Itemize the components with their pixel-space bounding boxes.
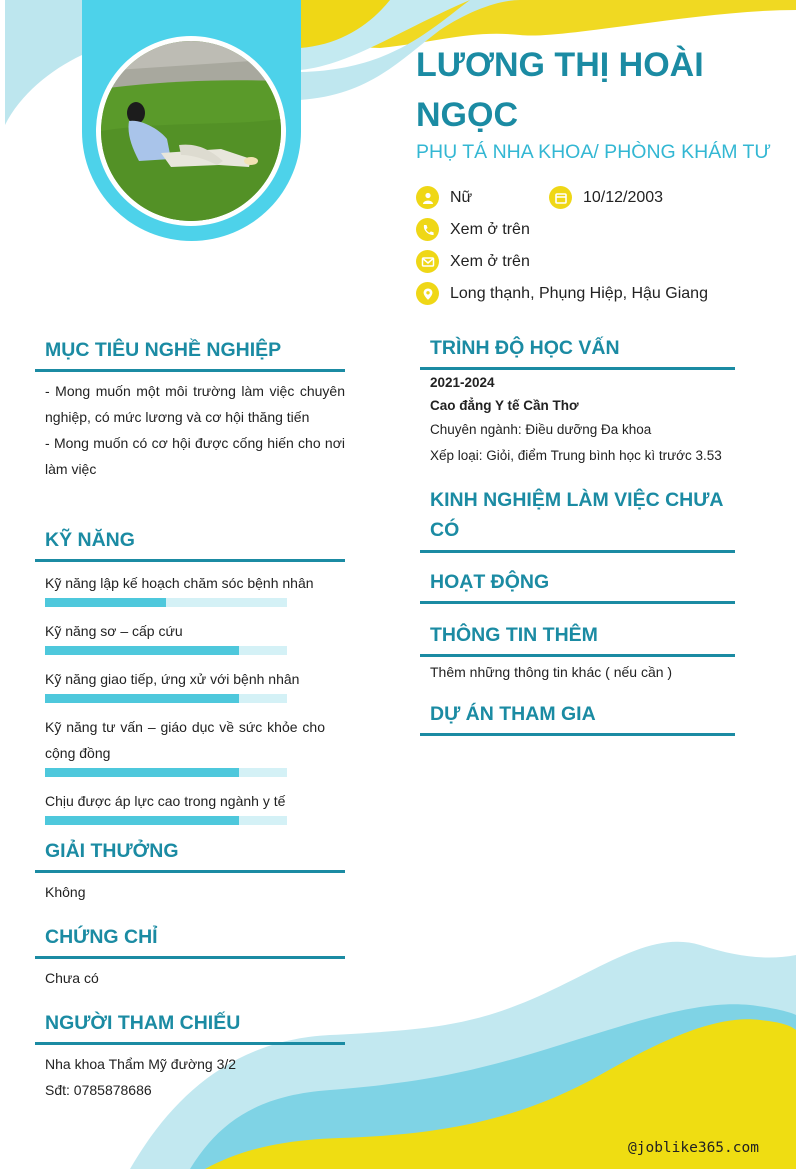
profile-photo xyxy=(101,41,281,221)
skill-item xyxy=(45,666,325,703)
email-row xyxy=(416,250,530,273)
job-title: PHỤ TÁ NHA KHOA/ PHÒNG KHÁM TƯ xyxy=(416,141,772,163)
experience-title: KINH NGHIỆM LÀM VIỆC CHƯA CÓ xyxy=(430,489,723,541)
phone-value: Xem ở trên xyxy=(450,220,530,238)
extra-info-title: THÔNG TIN THÊM xyxy=(430,624,598,646)
skill-bar xyxy=(45,694,287,703)
skill-bar-fill xyxy=(45,768,239,777)
reference-line: Nha khoa Thẩm Mỹ đường 3/2 xyxy=(45,1056,237,1072)
references-title: NGƯỜI THAM CHIẾU xyxy=(45,1012,241,1034)
experience-section xyxy=(420,485,735,553)
extra-info-section xyxy=(420,622,735,685)
skills-list xyxy=(35,562,345,825)
objective-body xyxy=(35,372,345,482)
projects-section xyxy=(420,701,735,736)
skill-item xyxy=(45,618,325,655)
education-major: Chuyên ngành: Điều dưỡng Đa khoa xyxy=(430,422,652,437)
reference-phone: Sđt: 0785878686 xyxy=(45,1082,152,1098)
activities-section xyxy=(420,569,735,604)
skill-item xyxy=(45,570,325,607)
candidate-name: LƯƠNG THỊ HOÀI NGỌC xyxy=(416,46,704,134)
skill-bar-fill xyxy=(45,694,239,703)
education-grade: Xếp loại: Giỏi, điểm Trung bình học kì trước 3.53 xyxy=(430,448,722,463)
phone-icon xyxy=(416,218,439,241)
skill-bar xyxy=(45,598,287,607)
certificates-section xyxy=(35,924,345,991)
objective-line: - Mong muốn một môi trường làm việc chuyên nghiệp, có mức lương và cơ hội thăng tiến xyxy=(45,383,345,425)
watermark: @joblike365.com xyxy=(628,1140,759,1156)
location-pin-icon xyxy=(416,282,439,305)
mail-icon xyxy=(416,250,439,273)
certificates-title: CHỨNG CHỈ xyxy=(45,926,158,948)
objective-section xyxy=(35,337,345,482)
references-section xyxy=(35,1010,345,1103)
education-school: Cao đẳng Y tế Cần Thơ xyxy=(430,398,579,413)
awards-section xyxy=(35,838,345,905)
section-divider xyxy=(420,601,735,604)
skill-label: Kỹ năng tư vấn – giáo dục về sức khỏe cho cộng đồng xyxy=(45,719,325,761)
calendar-icon xyxy=(549,186,572,209)
projects-title: DỰ ÁN THAM GIA xyxy=(430,703,596,725)
user-icon xyxy=(416,186,439,209)
gender-value: Nữ xyxy=(450,188,473,206)
skill-bar-fill xyxy=(45,646,239,655)
education-title: TRÌNH ĐỘ HỌC VẤN xyxy=(430,337,620,359)
objective-title: MỤC TIÊU NGHỀ NGHIỆP xyxy=(45,339,282,361)
awards-text: Không xyxy=(45,884,86,900)
skill-bar xyxy=(45,768,287,777)
section-divider xyxy=(420,550,735,553)
certificates-text: Chưa có xyxy=(45,970,99,986)
education-section xyxy=(420,335,735,469)
activities-title: HOẠT ĐỘNG xyxy=(430,571,550,593)
skill-label: Kỹ năng sơ – cấp cứu xyxy=(45,623,183,639)
education-body xyxy=(420,370,735,469)
skill-bar-fill xyxy=(45,598,166,607)
skill-label: Kỹ năng giao tiếp, ứng xử với bệnh nhân xyxy=(45,671,300,687)
skill-item xyxy=(45,714,325,777)
address-value: Long thạnh, Phụng Hiệp, Hậu Giang xyxy=(450,284,708,302)
references-body xyxy=(35,1045,345,1103)
skills-title: KỸ NĂNG xyxy=(45,529,135,551)
skill-bar-fill xyxy=(45,816,239,825)
skills-section xyxy=(35,527,345,836)
objective-line: - Mong muốn có cơ hội được cống hiến cho nơi làm việc xyxy=(45,435,345,477)
skill-bar xyxy=(45,646,287,655)
education-years: 2021-2024 xyxy=(430,375,495,390)
dob-row xyxy=(549,186,663,209)
phone-row xyxy=(416,218,530,241)
dob-value: 10/12/2003 xyxy=(583,188,664,206)
extra-info-text: Thêm những thông tin khác ( nếu cần ) xyxy=(430,664,673,680)
skill-label: Chịu được áp lực cao trong ngành y tế xyxy=(45,793,286,809)
section-divider xyxy=(420,733,735,736)
skill-bar xyxy=(45,816,287,825)
skill-item xyxy=(45,788,325,825)
awards-title: GIẢI THƯỞNG xyxy=(45,840,179,862)
email-value: Xem ở trên xyxy=(450,252,530,270)
address-row xyxy=(416,282,708,305)
gender-row xyxy=(416,186,472,209)
skill-label: Kỹ năng lập kế hoạch chăm sóc bệnh nhân xyxy=(45,575,314,591)
